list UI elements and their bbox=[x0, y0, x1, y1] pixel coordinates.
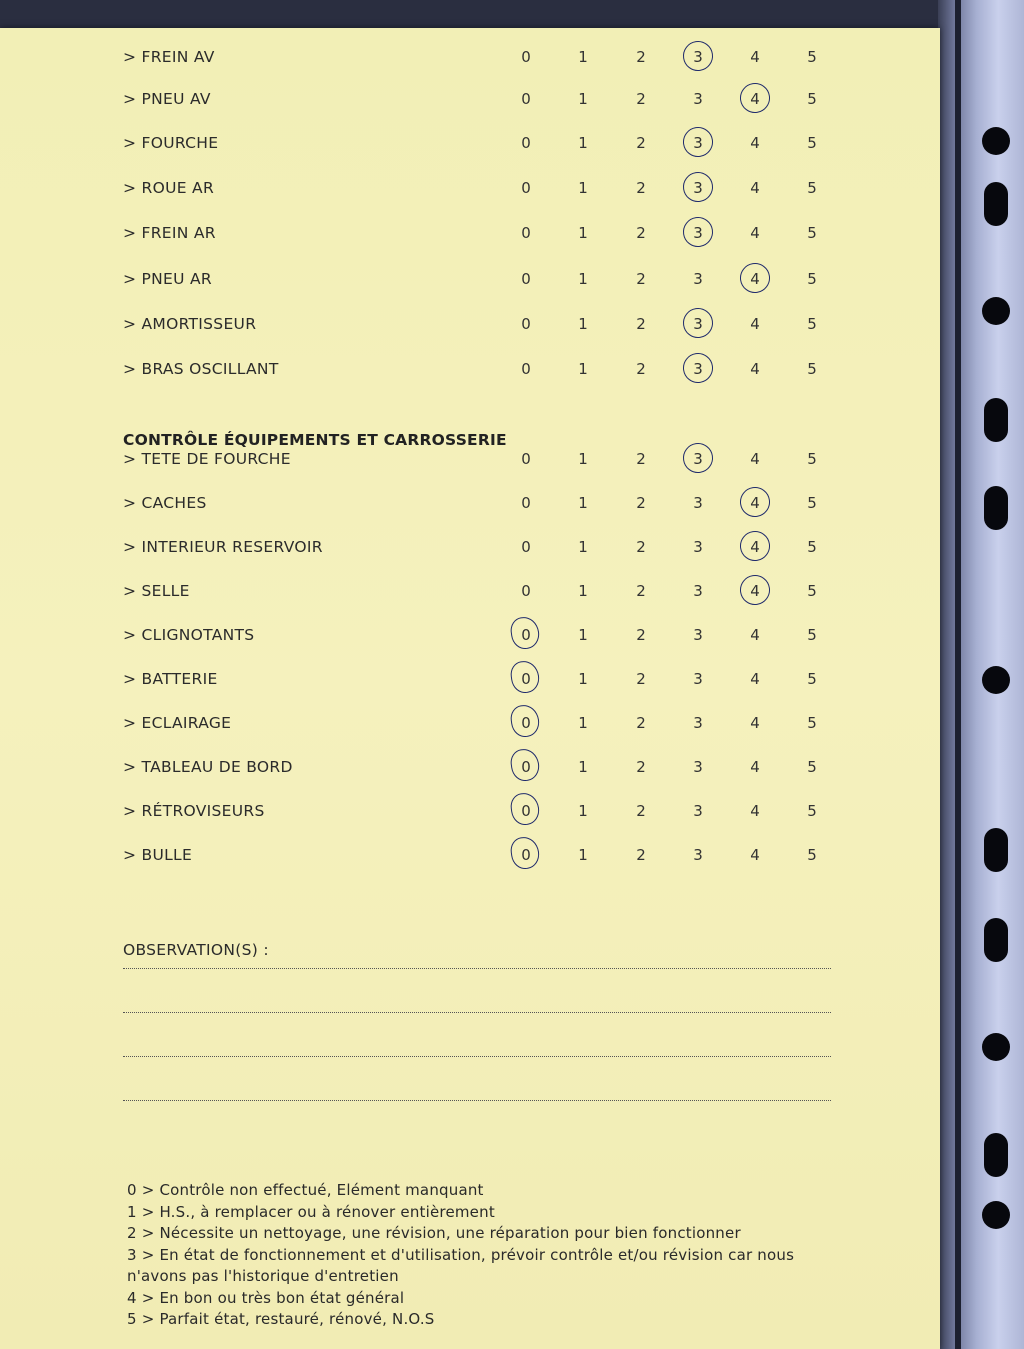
score-option[interactable]: 4 bbox=[750, 134, 760, 152]
observation-line[interactable] bbox=[123, 1012, 831, 1013]
score-option[interactable]: 5 bbox=[807, 48, 817, 66]
score-option[interactable]: 4 bbox=[750, 48, 760, 66]
score-option[interactable]: 5 bbox=[807, 450, 817, 468]
row-label: > CACHES bbox=[123, 494, 207, 512]
score-option[interactable]: 1 bbox=[578, 270, 588, 288]
score-option[interactable]: 0 bbox=[521, 494, 531, 512]
score-option[interactable]: 2 bbox=[636, 360, 646, 378]
binder-hole bbox=[984, 1133, 1008, 1177]
score-option[interactable]: 3 bbox=[693, 450, 703, 468]
row-label: > SELLE bbox=[123, 582, 190, 600]
background-top bbox=[0, 0, 1024, 28]
binder-hole bbox=[984, 398, 1008, 442]
score-option[interactable]: 5 bbox=[807, 179, 817, 197]
score-option[interactable]: 3 bbox=[693, 846, 703, 864]
score-option[interactable]: 5 bbox=[807, 802, 817, 820]
rating-row bbox=[0, 535, 940, 559]
score-option[interactable]: 2 bbox=[636, 538, 646, 556]
score-option[interactable]: 1 bbox=[578, 714, 588, 732]
rating-row bbox=[0, 45, 940, 69]
observation-line[interactable] bbox=[123, 1100, 831, 1101]
score-option[interactable]: 5 bbox=[807, 670, 817, 688]
binder-hole bbox=[982, 127, 1010, 155]
observation-line[interactable] bbox=[123, 968, 831, 969]
score-option[interactable]: 1 bbox=[578, 48, 588, 66]
score-option[interactable]: 4 bbox=[750, 670, 760, 688]
score-option[interactable]: 4 bbox=[750, 846, 760, 864]
rating-row bbox=[0, 843, 940, 867]
score-option[interactable]: 1 bbox=[578, 179, 588, 197]
score-option[interactable]: 1 bbox=[578, 626, 588, 644]
score-option[interactable]: 1 bbox=[578, 538, 588, 556]
score-option[interactable]: 3 bbox=[693, 538, 703, 556]
score-option[interactable]: 4 bbox=[750, 758, 760, 776]
score-option[interactable]: 0 bbox=[521, 90, 531, 108]
observation-label: OBSERVATION(S) : bbox=[123, 941, 269, 959]
binder-hole bbox=[982, 666, 1010, 694]
legend-line: 0 > Contrôle non effectué, Elément manquant bbox=[127, 1181, 484, 1199]
score-option[interactable]: 3 bbox=[693, 224, 703, 242]
score-option[interactable]: 0 bbox=[521, 846, 531, 864]
score-option[interactable]: 4 bbox=[750, 90, 760, 108]
score-option[interactable]: 5 bbox=[807, 582, 817, 600]
score-option[interactable]: 3 bbox=[693, 714, 703, 732]
score-option[interactable]: 4 bbox=[750, 626, 760, 644]
score-option[interactable]: 5 bbox=[807, 270, 817, 288]
score-option[interactable]: 4 bbox=[750, 802, 760, 820]
rating-row bbox=[0, 799, 940, 823]
score-option[interactable]: 3 bbox=[693, 626, 703, 644]
score-option[interactable]: 1 bbox=[578, 494, 588, 512]
score-option[interactable]: 0 bbox=[521, 538, 531, 556]
rating-row bbox=[0, 491, 940, 515]
binder-hole bbox=[984, 486, 1008, 530]
score-option[interactable]: 2 bbox=[636, 670, 646, 688]
score-option[interactable]: 3 bbox=[693, 802, 703, 820]
score-option[interactable]: 0 bbox=[521, 134, 531, 152]
score-option[interactable]: 2 bbox=[636, 626, 646, 644]
row-label: > ECLAIRAGE bbox=[123, 714, 232, 732]
row-label: > AMORTISSEUR bbox=[123, 315, 257, 333]
score-option[interactable]: 0 bbox=[521, 582, 531, 600]
score-option[interactable]: 0 bbox=[521, 802, 531, 820]
score-option[interactable]: 2 bbox=[636, 315, 646, 333]
score-option[interactable]: 3 bbox=[693, 90, 703, 108]
observation-line[interactable] bbox=[123, 1056, 831, 1057]
legend-line: 4 > En bon ou très bon état général bbox=[127, 1288, 405, 1307]
score-option[interactable]: 2 bbox=[636, 846, 646, 864]
row-label: > INTERIEUR RESERVOIR bbox=[123, 538, 323, 556]
score-option[interactable]: 5 bbox=[807, 758, 817, 776]
rating-row bbox=[0, 131, 940, 155]
rating-row bbox=[0, 447, 940, 471]
score-option[interactable]: 2 bbox=[636, 714, 646, 732]
legend-line: 2 > Nécessite un nettoyage, une révision, une réparation pour bien fonctionner bbox=[127, 1224, 741, 1242]
row-label: > FREIN AV bbox=[123, 48, 215, 66]
score-option[interactable]: 4 bbox=[750, 224, 760, 242]
score-option[interactable]: 5 bbox=[807, 846, 817, 864]
score-option[interactable]: 5 bbox=[807, 315, 817, 333]
score-option[interactable]: 4 bbox=[750, 538, 760, 556]
rating-row bbox=[0, 623, 940, 647]
score-option[interactable]: 3 bbox=[693, 582, 703, 600]
rating-row bbox=[0, 312, 940, 336]
score-option[interactable]: 0 bbox=[521, 48, 531, 66]
score-option[interactable]: 0 bbox=[521, 315, 531, 333]
score-option[interactable]: 3 bbox=[693, 670, 703, 688]
score-option[interactable]: 1 bbox=[578, 360, 588, 378]
score-option[interactable]: 5 bbox=[807, 626, 817, 644]
row-label: > TABLEAU DE BORD bbox=[123, 758, 293, 776]
score-option[interactable]: 0 bbox=[521, 626, 531, 644]
score-option[interactable]: 2 bbox=[636, 270, 646, 288]
score-option[interactable]: 3 bbox=[693, 360, 703, 378]
score-option[interactable]: 2 bbox=[636, 582, 646, 600]
sleeve-seam bbox=[955, 0, 961, 1349]
score-option[interactable]: 5 bbox=[807, 90, 817, 108]
rating-row bbox=[0, 267, 940, 291]
score-option[interactable]: 5 bbox=[807, 224, 817, 242]
score-option[interactable]: 3 bbox=[693, 758, 703, 776]
score-option[interactable]: 1 bbox=[578, 802, 588, 820]
score-option[interactable]: 1 bbox=[578, 450, 588, 468]
score-option[interactable]: 3 bbox=[693, 315, 703, 333]
binder-hole bbox=[982, 297, 1010, 325]
score-option[interactable]: 1 bbox=[578, 134, 588, 152]
score-option[interactable]: 2 bbox=[636, 758, 646, 776]
legend-line: 3 > En état de fonctionnement et d'utilisation, prévoir contrôle et/ou révision car nous bbox=[127, 1245, 795, 1264]
score-option[interactable]: 0 bbox=[521, 714, 531, 732]
rating-row bbox=[0, 176, 940, 200]
row-label: > ROUE AR bbox=[123, 179, 215, 197]
rating-row bbox=[0, 579, 940, 603]
score-option[interactable]: 3 bbox=[693, 494, 703, 512]
score-option[interactable]: 0 bbox=[521, 179, 531, 197]
row-label: > TETE DE FOURCHE bbox=[123, 450, 291, 468]
rating-row bbox=[0, 755, 940, 779]
score-option[interactable]: 3 bbox=[693, 48, 703, 66]
plastic-sleeve bbox=[938, 0, 1024, 1349]
binder-hole bbox=[984, 182, 1008, 226]
score-option[interactable]: 0 bbox=[521, 450, 531, 468]
rating-row bbox=[0, 711, 940, 735]
score-option[interactable]: 2 bbox=[636, 494, 646, 512]
score-option[interactable]: 4 bbox=[750, 582, 760, 600]
score-option[interactable]: 2 bbox=[636, 48, 646, 66]
score-option[interactable]: 2 bbox=[636, 224, 646, 242]
row-label: > PNEU AR bbox=[123, 270, 212, 288]
score-option[interactable]: 4 bbox=[750, 494, 760, 512]
score-option[interactable]: 2 bbox=[636, 802, 646, 820]
row-label: > BATTERIE bbox=[123, 670, 218, 688]
score-option[interactable]: 5 bbox=[807, 134, 817, 152]
score-option[interactable]: 4 bbox=[750, 450, 760, 468]
score-option[interactable]: 4 bbox=[750, 270, 760, 288]
row-label: > BULLE bbox=[123, 846, 193, 864]
rating-row bbox=[0, 357, 940, 381]
score-option[interactable]: 0 bbox=[521, 270, 531, 288]
row-label: > PNEU AV bbox=[123, 90, 211, 108]
binder-hole bbox=[984, 918, 1008, 962]
score-option[interactable]: 0 bbox=[521, 224, 531, 242]
row-label: > BRAS OSCILLANT bbox=[123, 360, 279, 378]
score-option[interactable]: 5 bbox=[807, 714, 817, 732]
score-option[interactable]: 1 bbox=[578, 758, 588, 776]
rating-row bbox=[0, 221, 940, 245]
score-option[interactable]: 1 bbox=[578, 90, 588, 108]
score-option[interactable]: 5 bbox=[807, 494, 817, 512]
score-option[interactable]: 1 bbox=[578, 582, 588, 600]
score-option[interactable]: 4 bbox=[750, 315, 760, 333]
score-option[interactable]: 5 bbox=[807, 538, 817, 556]
score-option[interactable]: 1 bbox=[578, 315, 588, 333]
score-option[interactable]: 1 bbox=[578, 846, 588, 864]
score-option[interactable]: 2 bbox=[636, 134, 646, 152]
score-option[interactable]: 3 bbox=[693, 134, 703, 152]
score-option[interactable]: 2 bbox=[636, 450, 646, 468]
inspection-sheet bbox=[0, 28, 940, 1349]
score-option[interactable]: 4 bbox=[750, 179, 760, 197]
rating-row bbox=[0, 667, 940, 691]
score-option[interactable]: 5 bbox=[807, 360, 817, 378]
score-option[interactable]: 2 bbox=[636, 90, 646, 108]
score-option[interactable]: 0 bbox=[521, 360, 531, 378]
score-option[interactable]: 3 bbox=[693, 270, 703, 288]
binder-hole bbox=[982, 1201, 1010, 1229]
score-option[interactable]: 4 bbox=[750, 714, 760, 732]
binder-hole bbox=[984, 828, 1008, 872]
row-label: > RÉTROVISEURS bbox=[123, 802, 265, 820]
score-option[interactable]: 3 bbox=[693, 179, 703, 197]
score-option[interactable]: 2 bbox=[636, 179, 646, 197]
section-title: CONTRÔLE ÉQUIPEMENTS ET CARROSSERIE bbox=[123, 431, 507, 449]
binder-hole bbox=[982, 1033, 1010, 1061]
legend-line: 5 > Parfait état, restauré, rénové, N.O.S bbox=[127, 1310, 435, 1328]
rating-legend bbox=[127, 1180, 827, 1331]
row-label: > CLIGNOTANTS bbox=[123, 626, 255, 644]
score-option[interactable]: 0 bbox=[521, 670, 531, 688]
rating-row bbox=[0, 87, 940, 111]
score-option[interactable]: 0 bbox=[521, 758, 531, 776]
score-option[interactable]: 1 bbox=[578, 224, 588, 242]
row-label: > FOURCHE bbox=[123, 134, 219, 152]
legend-line: 1 > H.S., à remplacer ou à rénover entièrement bbox=[127, 1202, 495, 1221]
score-option[interactable]: 4 bbox=[750, 360, 760, 378]
score-option[interactable]: 1 bbox=[578, 670, 588, 688]
row-label: > FREIN AR bbox=[123, 224, 216, 242]
legend-line: n'avons pas l'historique d'entretien bbox=[127, 1267, 399, 1285]
